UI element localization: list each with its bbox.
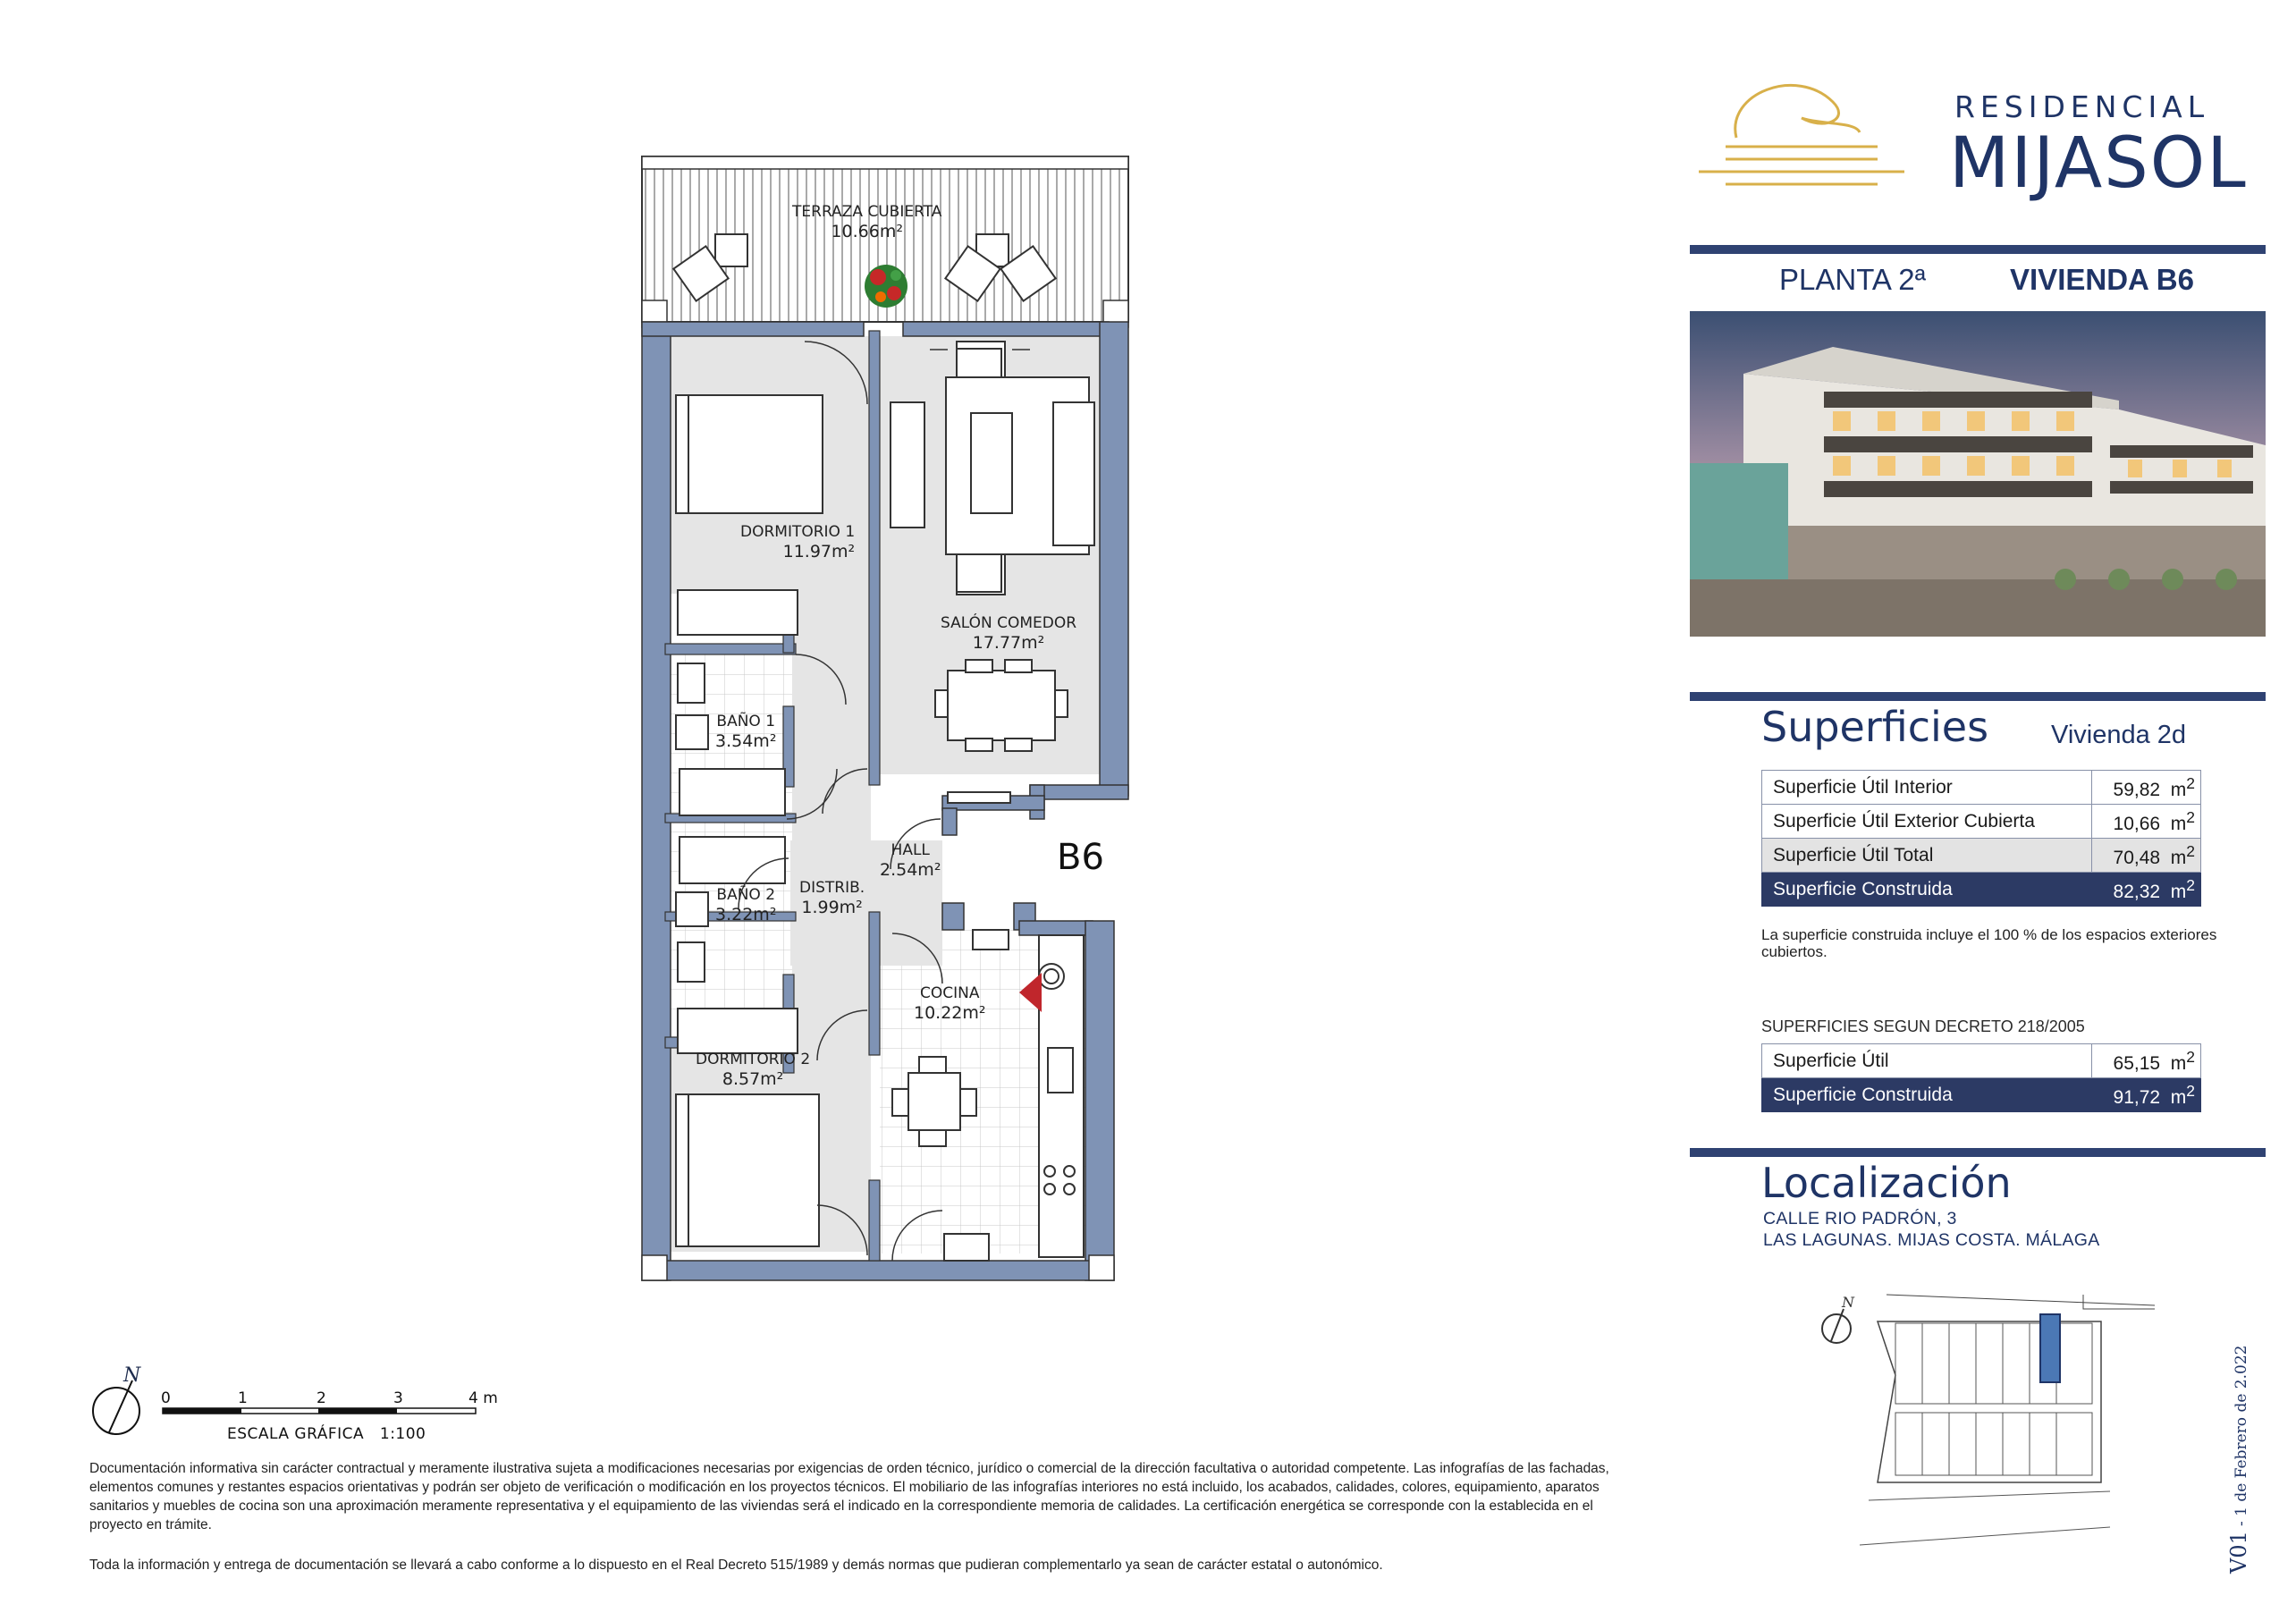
scale-tick-1: 1 [238,1389,248,1407]
table-row [1762,1078,2201,1112]
scale-tick-0: 0 [161,1389,171,1407]
table-cell-label: Superficie Útil [1762,1044,2092,1078]
table-row [1762,839,2201,873]
room-label-bano-2: BAÑO 2 3.22m² [715,886,777,924]
room-label-hall: HALL 2.54m² [880,841,941,880]
decreto-table [1761,1043,2201,1112]
room-label-dormitorio-2: DORMITORIO 2 8.57m² [696,1051,811,1089]
surfaces-title: Superficies [1761,703,1989,751]
building-render-image [1690,311,2266,637]
floor-plan-drawing [626,143,1144,1296]
room-label-cocina: COCINA 10.22m² [914,984,986,1023]
table-row [1762,771,2201,805]
room-label-bano-1: BAÑO 1 3.54m² [715,713,777,751]
table-cell-value: 65,15 $m^2$ [2092,1044,2201,1078]
table-cell-label: Superficie Útil Interior [1762,771,2092,805]
location-address-2: LAS LAGUNAS. MIJAS COSTA. MÁLAGA [1763,1230,2100,1250]
table-cell-value: 91,72 $m^2$ [2092,1078,2201,1112]
brand-name-top: RESIDENCIAL [1954,89,2210,124]
scale-tick-2: 2 [317,1389,326,1407]
disclaimer-paragraph-1: Documentación informativa sin carácter contractual y meramente ilustrativa sujeta a modificaciones necesarias por exigencias de orden técnico, jurídico o comercial de la dirección facultativa o autoridad competente. Las infografías de las fachadas, elementos comunes y restantes espacios orientativas y podrán ser objeto de verificación o modificación en los proyectos técnicos. El mobiliario de las infografías interiores no está incluido, los acabados, calidades, colores, equipamiento, aparatos sanitarios y muebles de cocina son una aproximación meramente representativa y el equipamiento de las viviendas será el indicado en la correspondiente memoria de calidades. La certificación energética se corresponde con la establecida en el proyecto en trámite. [89,1461,1609,1532]
scale-tick-3: 3 [393,1389,403,1407]
scale-label: ESCALA GRÁFICA 1:100 [227,1425,426,1443]
table-row [1762,805,2201,839]
table-cell-label: Superficie Útil Total [1762,839,2092,873]
divider-bar [1690,1148,2266,1157]
surfaces-subtitle: Vivienda 2d [2051,721,2187,749]
table-cell-label: Superficie Construida [1762,873,2092,907]
room-label-terraza: TERRAZA CUBIERTA 10.66m² [792,203,942,241]
table-cell-label: Superficie Útil Exterior Cubierta [1762,805,2092,839]
table-cell-value: 82,32 $m^2$ [2092,873,2201,907]
vivienda-label: VIVIENDA B6 [2010,263,2194,296]
brand-logo-icon [1690,66,1913,200]
svg-text:N: N [1842,1294,1854,1311]
floor-plan [626,143,1144,1296]
table-cell-value: 59,82 $m^2$ [2092,771,2201,805]
surfaces-note: La superficie construida incluye el 100 % de los espacios exteriores cubiertos. [1761,926,2217,960]
scale-tick-4: 4 m [468,1389,498,1407]
table-row [1762,1044,2201,1078]
divider-bar [1690,245,2266,254]
table-cell-value: 70,48 $m^2$ [2092,839,2201,873]
location-address-1: CALLE RIO PADRÓN, 3 [1763,1209,1957,1228]
room-label-dormitorio-1: DORMITORIO 1 11.97m² [740,523,856,561]
room-label-distrib: DISTRIB. 1.99m² [799,879,865,917]
north-arrow-icon [89,1364,197,1436]
unit-tag: B6 [1057,837,1104,878]
north-label: N [123,1364,141,1387]
location-title: Localización [1761,1159,2012,1207]
site-map-image [1815,1277,2155,1554]
divider-bar [1690,692,2266,701]
surfaces-table [1761,770,2201,907]
version-label: V01 - 1 de Febrero de 2.022 [2226,1345,2251,1574]
plant-icon [865,265,907,308]
table-cell-value: 10,66 $m^2$ [2092,805,2201,839]
disclaimer-paragraph-2: Toda la información y entrega de documentación se llevará a cabo conforme a lo dispuesto en el Real Decreto 515/1989 y demás normas que pudieran complementarlo ya sean de carácter estatal o autonómico. [89,1558,1383,1573]
planta-label: PLANTA 2ª [1779,263,1926,296]
table-cell-label: Superficie Construida [1762,1078,2092,1112]
brand-name-main: MIJASOL [1949,123,2248,204]
room-label-salon-comedor: SALÓN COMEDOR 17.77m² [941,614,1077,653]
scale-bar [161,1406,501,1418]
table-row [1762,873,2201,907]
decreto-title: SUPERFICIES SEGUN DECRETO 218/2005 [1761,1017,2085,1035]
